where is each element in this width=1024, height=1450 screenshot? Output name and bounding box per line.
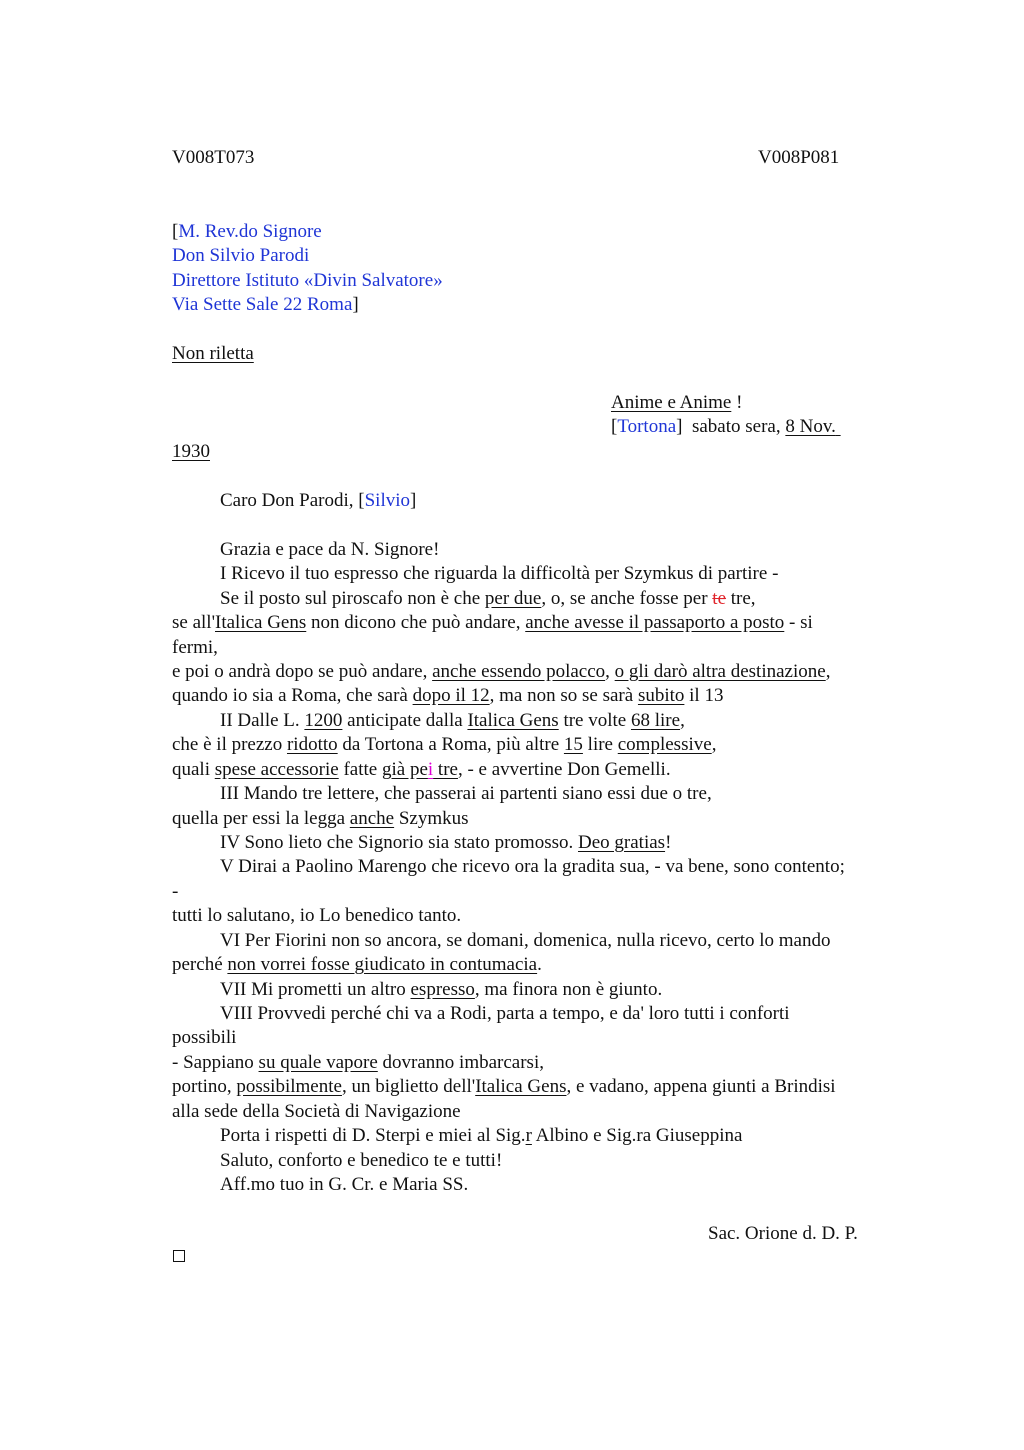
body-line: che è il prezzo ridotto da Tortona a Roma, più altre 15 lire complessive, [172, 734, 717, 755]
body-line: quando io sia a Roma, che sarà dopo il 12, ma non so se sarà subito il 13 [172, 685, 724, 706]
body-line: - Sappiano su quale vapore dovranno imbarcarsi, [172, 1052, 544, 1073]
body-line: e poi o andrà dopo se può andare, anche essendo polacco, o gli darò altra destinazione, [172, 661, 831, 682]
greeting: Caro Don Parodi, [Silvio] [220, 490, 417, 511]
body-line: portino, possibilmente, un biglietto dell'Italica Gens, e vadano, appena giunti a Brindisi [172, 1076, 836, 1097]
dateline-motto: Anime e Anime ! [611, 392, 743, 413]
body-line: IV Sono lieto che Signorio sia stato promosso. Deo gratias! [220, 832, 672, 853]
note-non-riletta: Non riletta [172, 343, 254, 364]
body-line: quella per essi la legga anche Szymkus [172, 808, 469, 829]
body-line: III Mando tre lettere, che passerai ai partenti siano essi due o tre, [220, 783, 712, 804]
body-line: tutti lo salutano, io Lo benedico tanto. [172, 905, 462, 926]
body-line: II Dalle L. 1200 anticipate dalla Italica Gens tre volte 68 lire, [220, 710, 685, 731]
body-line: VIII Provvedi perché chi va a Rodi, parta a tempo, e da' loro tutti i conforti [220, 1003, 790, 1024]
body-line: VII Mi prometti un altro espresso, ma finora non è giunto. [220, 979, 663, 1000]
doc-code-right: V008P081 [758, 147, 840, 168]
body-line: Porta i rispetti di D. Sterpi e miei al Sig.r Albino e Sig.ra Giuseppina [220, 1125, 743, 1146]
body-line: Saluto, conforto e benedico te e tutti! [220, 1150, 503, 1171]
body-line: Se il posto sul piroscafo non è che per due, o, se anche fosse per te tre, [220, 588, 756, 609]
address-line-2: Don Silvio Parodi [172, 245, 310, 266]
body-line: I Ricevo il tuo espresso che riguarda la difficoltà per Szymkus di partire - [220, 563, 779, 584]
body-line: fermi, [172, 637, 218, 658]
address-line-3: Direttore Istituto «Divin Salvatore» [172, 270, 443, 291]
address-line-1: [M. Rev.do Signore [172, 221, 322, 242]
signature: Sac. Orione d. D. P. [708, 1223, 858, 1244]
dateline-place-date: [Tortona] sabato sera, 8 Nov. [611, 416, 836, 437]
body-line: perché non vorrei fosse giudicato in contumacia. [172, 954, 542, 975]
body-line: Grazia e pace da N. Signore! [220, 539, 440, 560]
body-line: - [172, 881, 179, 902]
body-line: quali spese accessorie fatte già pei tre, - e avvertine Don Gemelli. [172, 759, 671, 780]
body-line: V Dirai a Paolino Marengo che ricevo ora la gradita sua, - va bene, sono contento; [220, 856, 845, 877]
body-line: alla sede della Società di Navigazione [172, 1101, 461, 1122]
body-line: Aff.mo tuo in G. Cr. e Maria SS. [220, 1174, 469, 1195]
body-line: se all'Italica Gens non dicono che può andare, anche avesse il passaporto a posto - si [172, 612, 813, 633]
end-square-icon [173, 1250, 185, 1262]
dateline-year: 1930 [172, 441, 210, 462]
body-line: possibili [172, 1027, 237, 1048]
doc-code-left: V008T073 [172, 147, 255, 168]
body-line: VI Per Fiorini non so ancora, se domani, domenica, nulla ricevo, certo lo mando [220, 930, 831, 951]
address-line-4: Via Sette Sale 22 Roma] [172, 294, 359, 315]
